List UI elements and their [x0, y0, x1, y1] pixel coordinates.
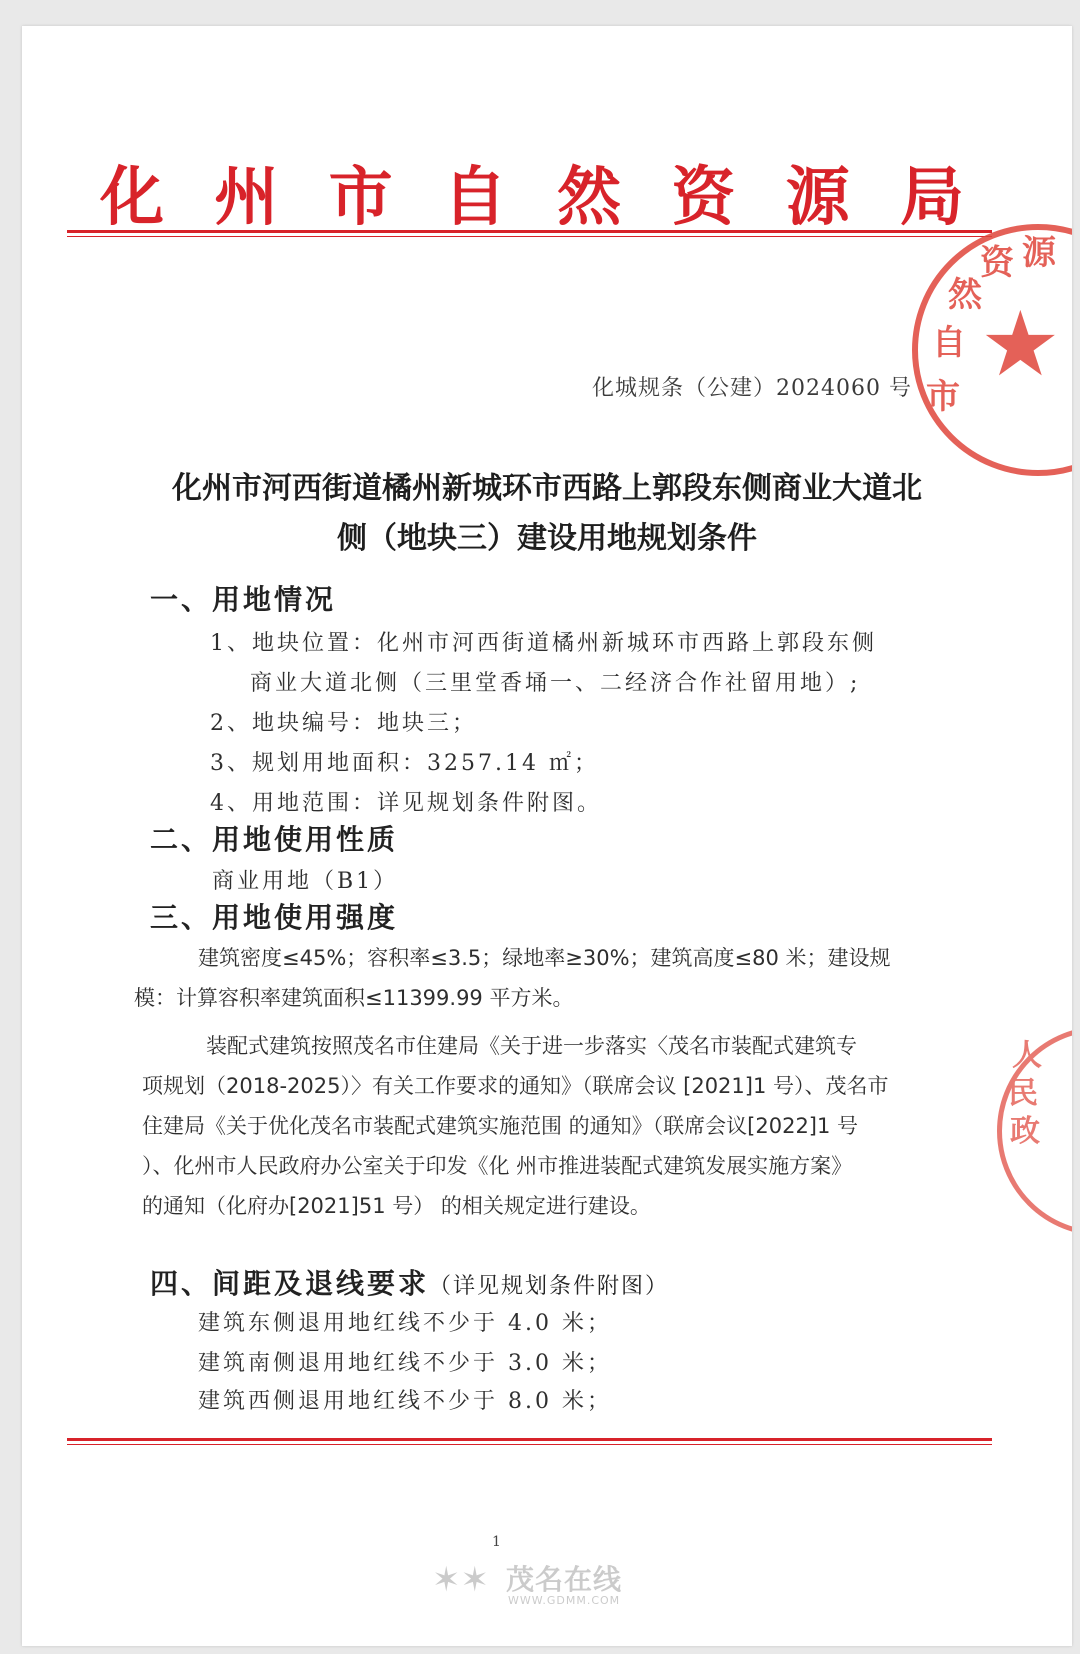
land-use-type: 商业用地（B1）: [212, 869, 399, 894]
section-heading-land-use: 二、用地使用性质: [150, 823, 399, 856]
setback-heading-note: （详见规划条件附图）: [429, 1274, 670, 1299]
prefab-text-line: 项规划（2018-2025）〉有关工作要求的通知》（联席会议 [2021]1 号）、茂名市: [142, 1074, 889, 1098]
site-watermark: [432, 1556, 642, 1612]
document-title-line: 化州市河西街道橘州新城环市西路上郭段东侧商业大道北: [172, 471, 922, 506]
document-title: [122, 464, 972, 564]
watermark-logo-icon: ✶✶: [432, 1560, 489, 1600]
header-char: 然: [557, 160, 622, 235]
setback-heading-text: 四、间距及退线要求: [150, 1267, 430, 1300]
intensity-text-line: 建筑密度≤45%；容积率≤3.5；绿地率≥30%；建筑高度≤80 米；建设规: [198, 946, 891, 970]
section-item: 商业大道北侧（三里堂香埇一、二经济合作社留用地）;: [250, 671, 861, 696]
issuing-authority-header: [92, 146, 972, 238]
prefab-text-line: 的通知（化府办[2021]51 号） 的相关规定进行建设。: [142, 1194, 651, 1218]
section-heading-intensity: 三、用地使用强度: [150, 901, 399, 934]
header-red-rule-thin: [67, 236, 992, 237]
watermark-site: WWW.GDMM.COM: [508, 1594, 621, 1607]
watermark-brand: 茂名在线: [506, 1563, 623, 1596]
header-char: 局: [899, 160, 964, 235]
header-char: 资: [671, 160, 736, 235]
section-heading-setback: [150, 1262, 669, 1302]
footer-red-rule: [67, 1438, 992, 1441]
setback-item: 建筑南侧退用地红线不少于 3.0 米；: [198, 1351, 612, 1376]
prefab-text-line: 住建局《关于优化茂名市装配式建筑实施范围 的通知》（联席会议[2022]1 号: [142, 1114, 859, 1138]
official-seal-side: 人 民 政: [997, 1026, 1072, 1236]
prefab-text-line: 装配式建筑按照茂名市住建局《关于进一步落实〈茂名市装配式建筑专: [206, 1034, 857, 1058]
document-title-line: 侧（地块三）建设用地规划条件: [337, 521, 757, 556]
prefab-text-line: ）、化州市人民政府办公室关于印发《化 州市推进装配式建筑发展实施方案》: [142, 1154, 853, 1178]
setback-item: 建筑西侧退用地红线不少于 8.0 米；: [198, 1389, 612, 1414]
section-item: 4、用地范围：详见规划条件附图。: [210, 791, 602, 816]
document-page: [22, 26, 1072, 1646]
document-number: 化城规条（公建）2024060 号: [592, 376, 912, 401]
header-char: 源: [785, 160, 850, 235]
intensity-text-line: 模：计算容积率建筑面积≤11399.99 平方米。: [134, 986, 574, 1010]
header-char: 州: [214, 160, 279, 235]
header-red-rule: [67, 230, 992, 233]
section-item: 1、地块位置：化州市河西街道橘州新城环市西路上郭段东侧: [210, 631, 877, 656]
seal-star-icon: ★: [980, 292, 1061, 397]
setback-item: 建筑东侧退用地红线不少于 4.0 米；: [198, 1311, 612, 1336]
official-seal-top: 市 自 然 资 源 ★: [912, 224, 1072, 476]
section-heading-land-status: 一、用地情况: [150, 583, 337, 616]
header-char: 化: [100, 160, 164, 235]
header-char: 自: [442, 160, 507, 235]
section-item: 3、规划用地面积：3257.14 ㎡；: [210, 751, 599, 776]
footer-red-rule-thin: [67, 1444, 992, 1445]
header-char: 市: [328, 160, 393, 235]
section-item: 2、地块编号：地块三；: [210, 711, 477, 736]
page-number: 1: [492, 1534, 501, 1550]
